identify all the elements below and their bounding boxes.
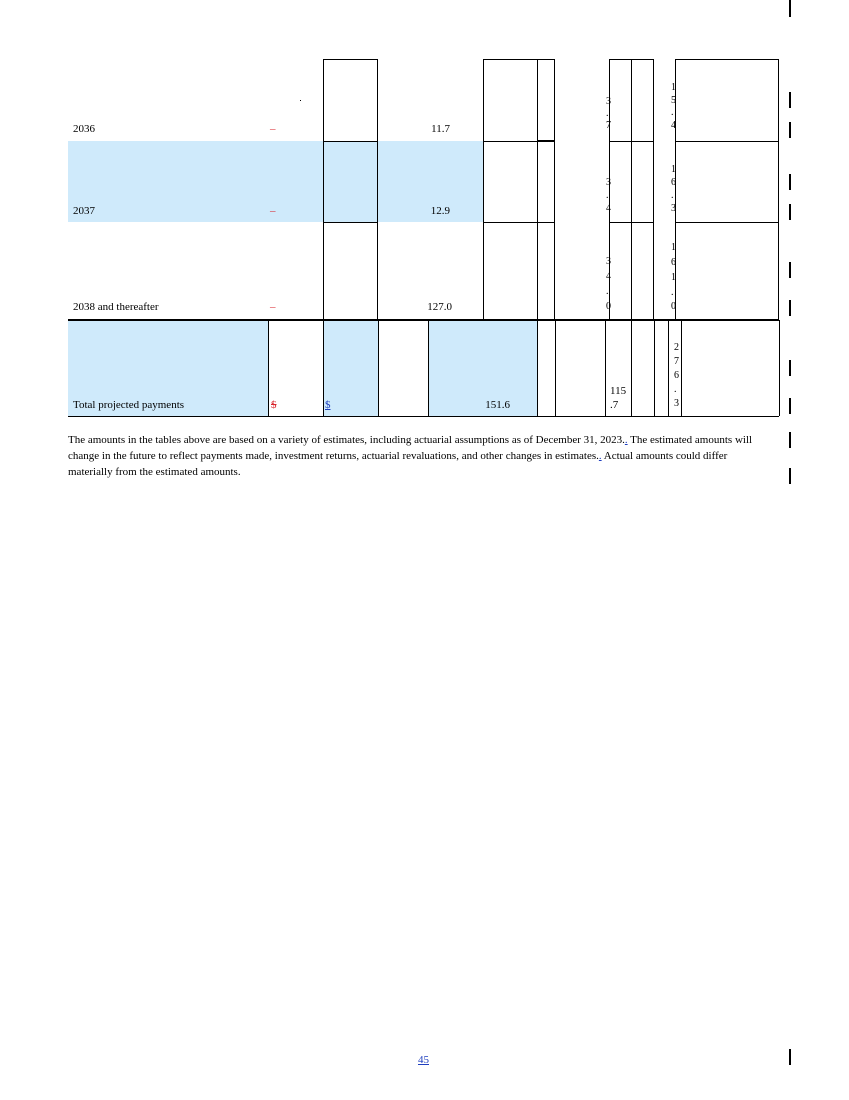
fragment-r2-c3-0: 1 [671, 164, 676, 175]
fragment-r3-c2-3: 0 [606, 301, 611, 312]
footnote-sentence-3: Actual amounts could differ materially from the estimated amounts. [68, 450, 728, 478]
row-label-2037: 2037 [73, 205, 95, 217]
change-bar-9 [789, 398, 791, 414]
fragment-r1-c3-2: . [671, 107, 674, 118]
fragment-r3-c3-1: 6 [671, 257, 676, 268]
col-box-c-rule-2 [609, 222, 654, 223]
stray-dot [300, 100, 301, 101]
row-dash-2037: – [270, 205, 276, 217]
total-divider-2 [323, 320, 324, 416]
total-divider-4 [428, 320, 429, 416]
page-number[interactable]: 45 [418, 1054, 429, 1066]
row-dash-2038: – [270, 301, 276, 313]
fragment-r2-c3-1: 6 [671, 177, 676, 188]
fragment-r3-c2-2: . [606, 286, 609, 297]
total-label: Total projected payments [73, 399, 185, 411]
col-box-c-divider [631, 59, 632, 321]
total-divider-6 [555, 320, 556, 416]
fragment-r1-c2-2: 7 [606, 120, 611, 131]
total-divider-11 [681, 320, 682, 416]
total-divider-8 [631, 320, 632, 416]
fragment-r3-c3-0: 1 [671, 242, 676, 253]
fragment-r1-c3-3: 4 [671, 120, 676, 131]
fragment-r3-c2-1: 4 [606, 271, 611, 282]
total-divider-3 [378, 320, 379, 416]
col-box-a [323, 59, 378, 321]
row-label-2036: 2036 [73, 123, 95, 135]
total-amount: 151.6 [485, 399, 510, 411]
fragment-r2-c3-2: . [671, 190, 674, 201]
col-box-b [483, 59, 555, 321]
footnote-sentence-1: The amounts in the tables above are based on a variety of estimates, including actuarial assumptions as of December 31, 2023. [68, 434, 625, 446]
row-amount-2036: 11.7 [431, 123, 450, 135]
col-box-b-rule-2 [483, 222, 555, 223]
fragment-r1-c3-0: 1 [671, 82, 676, 93]
row-amount-2037: 12.9 [430, 205, 450, 217]
footnote-revision-mark-2: . [598, 450, 602, 462]
col-box-a-rule-2 [323, 222, 378, 223]
change-bar-8 [789, 360, 791, 376]
col-box-d-rule-2 [675, 222, 779, 223]
fragment-r3-c3-3: . [671, 287, 674, 298]
col-box-c-rule-1 [609, 141, 654, 142]
total-col3-char-2: 6 [674, 370, 679, 381]
total-top-rule [68, 319, 779, 321]
total-col2-line2: .7 [610, 399, 619, 411]
fragment-r1-c2-1: . [606, 108, 609, 119]
change-bar-7 [789, 300, 791, 316]
row-highlight-total-sym [323, 320, 378, 416]
total-divider-10 [668, 320, 669, 416]
fragment-r1-c3-1: 5 [671, 95, 676, 106]
change-bar-2 [789, 92, 791, 108]
row-label-2038-and-thereafter: 2038 and thereafter [73, 301, 159, 313]
change-bar-6 [789, 262, 791, 278]
fragment-r2-c2-0: 3 [606, 177, 611, 188]
total-currency-deleted: $ [271, 399, 277, 411]
fragment-r2-c3-3: 3 [671, 203, 676, 214]
total-col3-char-0: 2 [674, 342, 679, 353]
col-box-b-underline [537, 140, 555, 142]
row-dash-2036: – [270, 123, 276, 135]
change-bar-1 [789, 0, 791, 17]
change-bar-3 [789, 122, 791, 138]
col-box-a-rule-1 [323, 141, 378, 142]
fragment-r2-c2-2: 4 [606, 203, 611, 214]
total-bottom-rule [68, 416, 779, 417]
total-col3-char-1: 7 [674, 356, 679, 367]
total-col3-char-3: . [674, 384, 677, 395]
total-divider-9 [654, 320, 655, 416]
fragment-r3-c3-4: 0 [671, 301, 676, 312]
total-divider-1 [268, 320, 269, 416]
footnote-revision-mark-1: . [624, 434, 628, 446]
total-divider-5 [537, 320, 538, 416]
change-bar-10 [789, 432, 791, 448]
fragment-r3-c3-2: 1 [671, 272, 676, 283]
fragment-r2-c2-1: . [606, 190, 609, 201]
fragment-r1-c2-0: 3 [606, 96, 611, 107]
change-bar-11 [789, 468, 791, 484]
change-bar-5 [789, 204, 791, 220]
total-col3-char-4: 3 [674, 398, 679, 409]
change-bar-12 [789, 1049, 791, 1065]
total-currency-inserted: $ [325, 399, 331, 411]
col-box-d-rule-1 [675, 141, 779, 142]
col-box-b-divider [537, 59, 538, 321]
footnote-paragraph [68, 432, 768, 480]
fragment-r3-c2-0: 3 [606, 256, 611, 267]
row-amount-2038: 127.0 [427, 301, 452, 313]
change-bar-4 [789, 174, 791, 190]
footnote-sentence-2: The estimated amounts will change in the future to reflect payments made, investment returns, actuarial revaluations, and other changes in estimates. [68, 434, 753, 462]
total-col2-line1: 115 [610, 385, 627, 397]
total-divider-12 [779, 320, 780, 416]
col-box-d [675, 59, 779, 321]
total-divider-7 [605, 320, 606, 416]
